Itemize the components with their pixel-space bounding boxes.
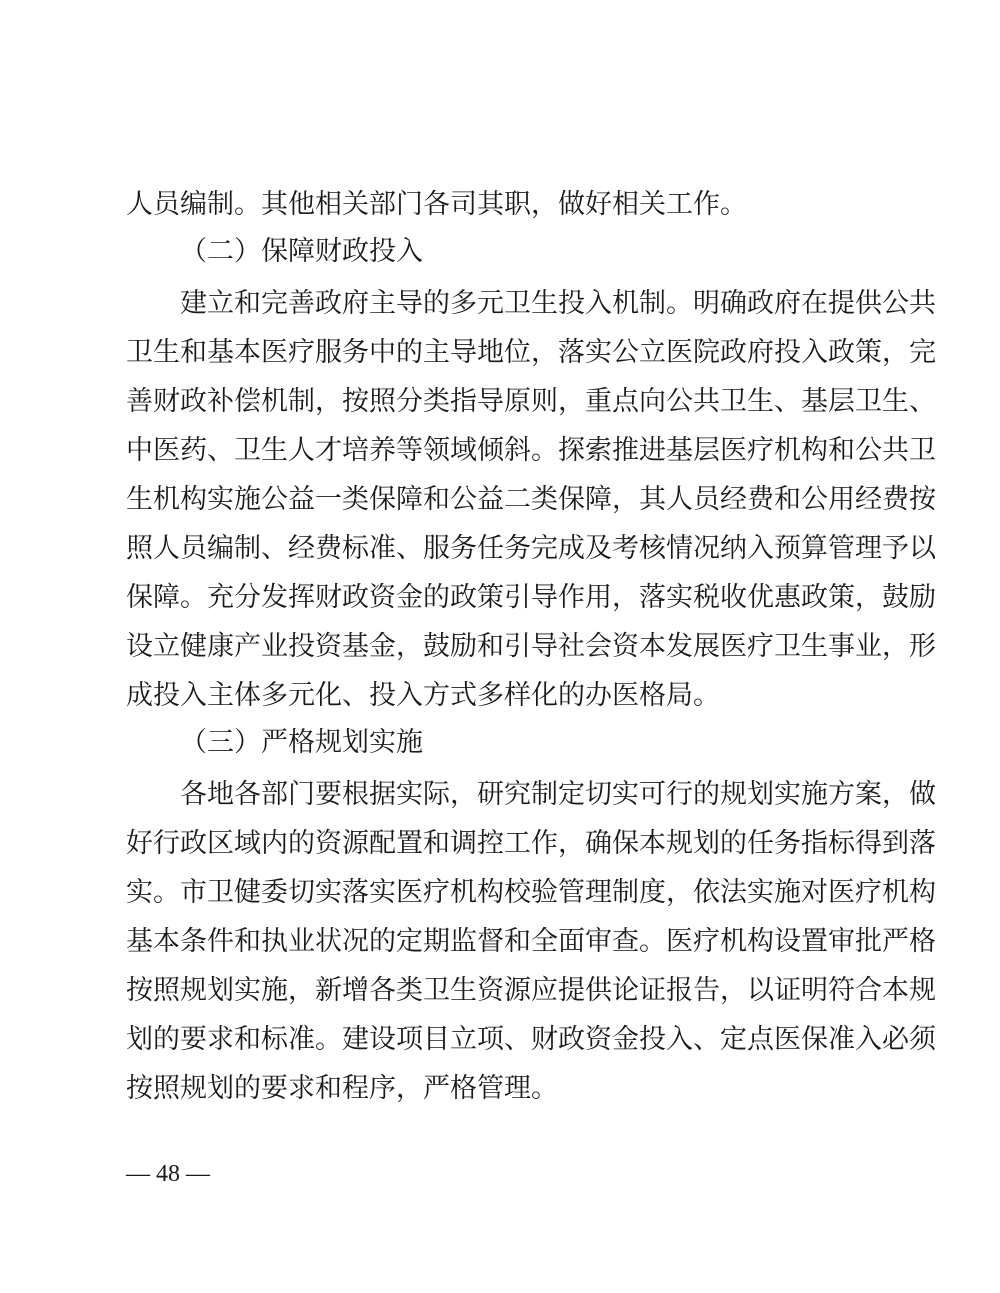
paragraph-line: 生机构实施公益一类保障和公益二类保障，其人员经费和公用经费按: [126, 484, 936, 515]
page-number: — 48 —: [126, 1161, 210, 1187]
paragraph-line: 卫生和基本医疗服务中的主导地位，落实公立医院政府投入政策，完: [126, 337, 936, 368]
paragraph-line: 保障。充分发挥财政资金的政策引导作用，落实税收优惠政策，鼓励: [126, 582, 936, 613]
paragraph-line: 善财政补偿机制，按照分类指导原则，重点向公共卫生、基层卫生、: [126, 386, 936, 417]
paragraph-line: 划的要求和标准。建设项目立项、财政资金投入、定点医保准入必须: [126, 1024, 936, 1055]
section-heading-2: （二）保障财政投入: [180, 236, 423, 267]
paragraph-line: 按照规划的要求和程序，严格管理。: [126, 1073, 558, 1104]
paragraph-line: 成投入主体多元化、投入方式多样化的办医格局。: [126, 680, 720, 711]
paragraph-line: 基本条件和执业状况的定期监督和全面审查。医疗机构设置审批严格: [126, 926, 936, 957]
section-heading-3: （三）严格规划实施: [180, 727, 423, 758]
paragraph-line: 设立健康产业投资基金，鼓励和引导社会资本发展医疗卫生事业，形: [126, 631, 936, 662]
paragraph-line: 各地各部门要根据实际，研究制定切实可行的规划实施方案，做: [180, 779, 936, 810]
paragraph-line: 建立和完善政府主导的多元卫生投入机制。明确政府在提供公共: [180, 288, 936, 319]
paragraph-continuation-line: 人员编制。其他相关部门各司其职，做好相关工作。: [126, 189, 747, 220]
paragraph-line: 中医药、卫生人才培养等领域倾斜。探索推进基层医疗机构和公共卫: [126, 435, 936, 466]
paragraph-line: 好行政区域内的资源配置和调控工作，确保本规划的任务指标得到落: [126, 828, 936, 859]
paragraph-line: 按照规划实施，新增各类卫生资源应提供论证报告，以证明符合本规: [126, 975, 936, 1006]
paragraph-line: 照人员编制、经费标准、服务任务完成及考核情况纳入预算管理予以: [126, 533, 936, 564]
paragraph-line: 实。市卫健委切实落实医疗机构校验管理制度，依法实施对医疗机构: [126, 877, 936, 908]
